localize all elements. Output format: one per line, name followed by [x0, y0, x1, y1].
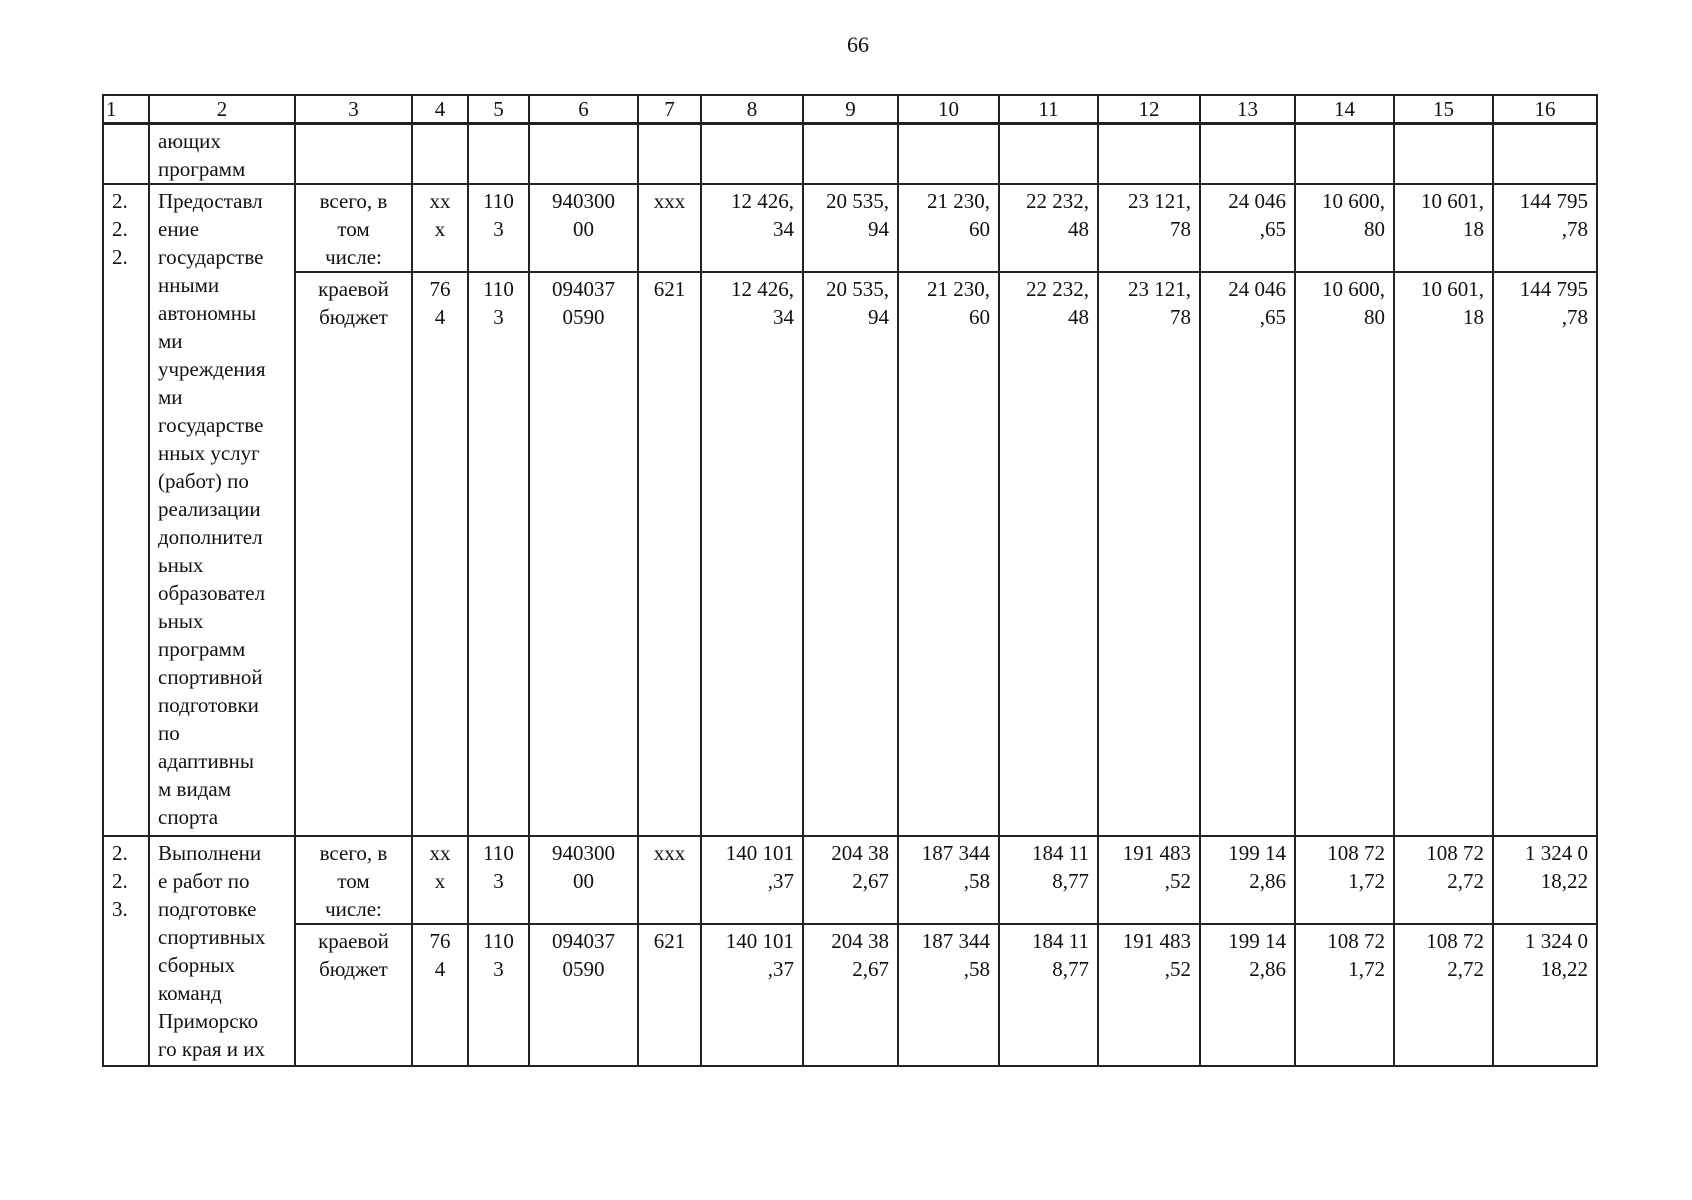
value-cell: 10 601, 18: [1394, 184, 1493, 272]
value-cell: 24 046 ,65: [1200, 184, 1295, 272]
table-cell: [1493, 124, 1597, 185]
funding-source-cell: всего, в том числе:: [295, 836, 412, 924]
column-number: 3: [295, 95, 412, 124]
column-number: 8: [701, 95, 803, 124]
table-cell: [1394, 124, 1493, 185]
table-cell: [999, 124, 1098, 185]
table-row: [103, 272, 1597, 836]
table-cell: [898, 124, 999, 185]
value-cell: 187 344 ,58: [898, 836, 999, 924]
column-number: 6: [529, 95, 638, 124]
table-cell: [1295, 124, 1394, 185]
funding-source-cell: всего, в том числе:: [295, 184, 412, 272]
value-cell: 144 795 ,78: [1493, 272, 1597, 836]
value-cell: 21 230, 60: [898, 272, 999, 836]
csr-cell: 940300 00: [529, 184, 638, 272]
vr-cell: ххх: [638, 836, 701, 924]
column-number: 12: [1098, 95, 1200, 124]
grbs-cell: 76 4: [412, 272, 468, 836]
column-number: 4: [412, 95, 468, 124]
item-name-cell: Выполнени е работ по подготовке спортивных сборных команд Приморско го края и их: [149, 836, 295, 1066]
table-cell: [295, 124, 412, 185]
value-cell: 108 72 1,72: [1295, 924, 1394, 1066]
value-cell: 23 121, 78: [1098, 272, 1200, 836]
page-number: 66: [847, 32, 869, 57]
table-cell: [1098, 124, 1200, 185]
value-cell: 12 426, 34: [701, 184, 803, 272]
column-number: 9: [803, 95, 898, 124]
column-number: 1: [103, 95, 149, 124]
funding-source-cell: краевой бюджет: [295, 924, 412, 1066]
value-cell: 10 600, 80: [1295, 272, 1394, 836]
funding-source-cell: краевой бюджет: [295, 272, 412, 836]
column-number: 13: [1200, 95, 1295, 124]
value-cell: 10 601, 18: [1394, 272, 1493, 836]
value-cell: 184 11 8,77: [999, 924, 1098, 1066]
value-cell: 23 121, 78: [1098, 184, 1200, 272]
column-number: 11: [999, 95, 1098, 124]
table-cell: [468, 124, 529, 185]
value-cell: 12 426, 34: [701, 272, 803, 836]
value-cell: 1 324 0 18,22: [1493, 924, 1597, 1066]
value-cell: 144 795 ,78: [1493, 184, 1597, 272]
csr-cell: 094037 0590: [529, 924, 638, 1066]
column-number: 2: [149, 95, 295, 124]
value-cell: 108 72 1,72: [1295, 836, 1394, 924]
item-number-cell: 2. 2. 2.: [103, 184, 149, 836]
table-cell: [529, 124, 638, 185]
value-cell: 21 230, 60: [898, 184, 999, 272]
value-cell: 20 535, 94: [803, 184, 898, 272]
carry-over-row: [103, 124, 1597, 185]
value-cell: 199 14 2,86: [1200, 836, 1295, 924]
item-name-cell: Предоставл ение государстве нными автономны ми учреждения ми государстве нных услуг (работ) по реализации дополнител ьных образовател ьных программ спортивной подготовки по адаптивны м видам спорта: [149, 184, 295, 836]
column-number-row: [103, 95, 1597, 124]
item-number-cell: 2. 2. 3.: [103, 836, 149, 1066]
value-cell: 204 38 2,67: [803, 836, 898, 924]
table-row: [103, 924, 1597, 1066]
rzpr-cell: 110 3: [468, 836, 529, 924]
value-cell: 140 101 ,37: [701, 836, 803, 924]
grbs-cell: хх х: [412, 836, 468, 924]
value-cell: 22 232, 48: [999, 184, 1098, 272]
vr-cell: ххх: [638, 184, 701, 272]
column-number: 16: [1493, 95, 1597, 124]
table-row: [103, 836, 1597, 924]
value-cell: 140 101 ,37: [701, 924, 803, 1066]
table-row: [103, 184, 1597, 272]
column-number: 7: [638, 95, 701, 124]
value-cell: 22 232, 48: [999, 272, 1098, 836]
value-cell: 187 344 ,58: [898, 924, 999, 1066]
table-cell: [412, 124, 468, 185]
grbs-cell: хх х: [412, 184, 468, 272]
budget-table: [102, 94, 1598, 1067]
table-cell: [803, 124, 898, 185]
column-number: 15: [1394, 95, 1493, 124]
value-cell: 204 38 2,67: [803, 924, 898, 1066]
vr-cell: 621: [638, 272, 701, 836]
value-cell: 10 600, 80: [1295, 184, 1394, 272]
table-cell: [1200, 124, 1295, 185]
csr-cell: 940300 00: [529, 836, 638, 924]
value-cell: 199 14 2,86: [1200, 924, 1295, 1066]
grbs-cell: 76 4: [412, 924, 468, 1066]
item-name-cell: ающих программ: [149, 124, 295, 185]
column-number: 14: [1295, 95, 1394, 124]
value-cell: 1 324 0 18,22: [1493, 836, 1597, 924]
table-cell: [638, 124, 701, 185]
value-cell: 24 046 ,65: [1200, 272, 1295, 836]
value-cell: 191 483 ,52: [1098, 836, 1200, 924]
csr-cell: 094037 0590: [529, 272, 638, 836]
table-cell: [701, 124, 803, 185]
rzpr-cell: 110 3: [468, 272, 529, 836]
value-cell: 108 72 2,72: [1394, 924, 1493, 1066]
value-cell: 184 11 8,77: [999, 836, 1098, 924]
value-cell: 20 535, 94: [803, 272, 898, 836]
vr-cell: 621: [638, 924, 701, 1066]
rzpr-cell: 110 3: [468, 184, 529, 272]
table-cell: [103, 124, 149, 185]
rzpr-cell: 110 3: [468, 924, 529, 1066]
column-number: 5: [468, 95, 529, 124]
value-cell: 108 72 2,72: [1394, 836, 1493, 924]
value-cell: 191 483 ,52: [1098, 924, 1200, 1066]
column-number: 10: [898, 95, 999, 124]
